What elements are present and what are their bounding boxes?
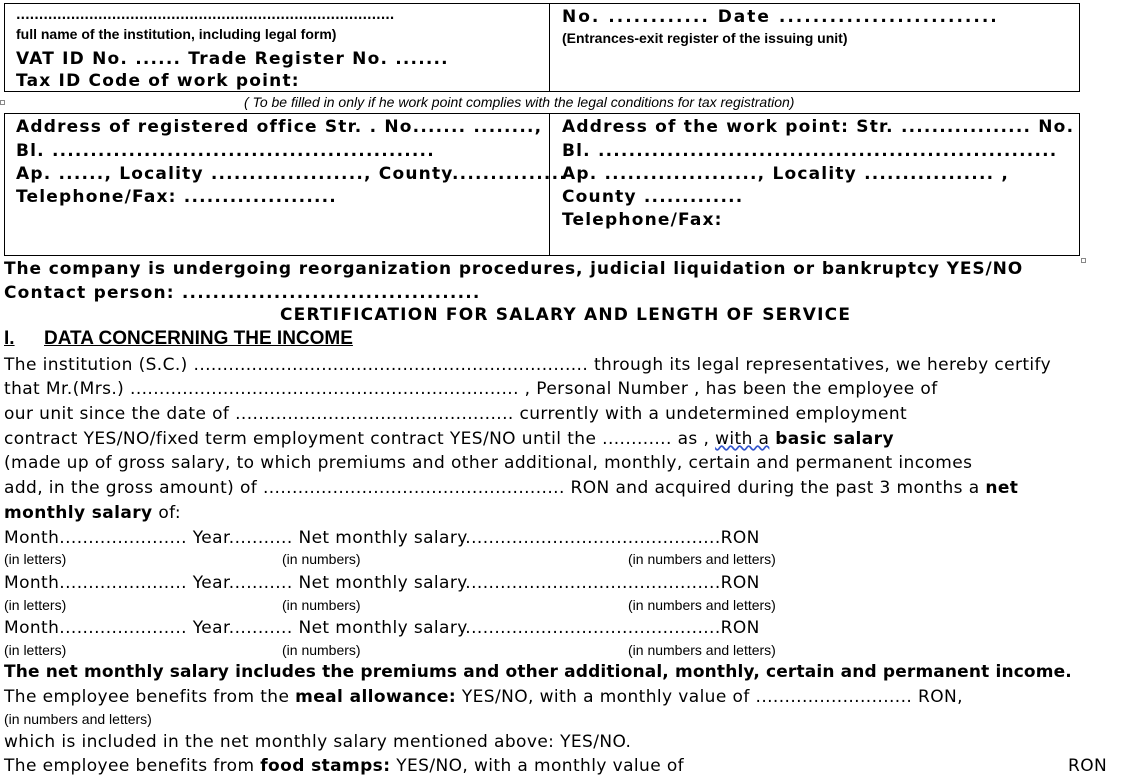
meal-intro: The employee benefits from the bbox=[4, 687, 296, 707]
food-intro: The employee benefits from bbox=[4, 756, 261, 776]
institution-fullname-note: full name of the institution, including legal form) bbox=[16, 26, 337, 42]
anchor-marker bbox=[0, 100, 5, 105]
in-letters-label: (in letters) bbox=[4, 551, 67, 567]
salary-row-2: Month...................... Year........... Net monthly salary............................................RON bbox=[4, 573, 760, 593]
work-point-county: County ............. bbox=[562, 187, 744, 207]
filling-note: ( To be filled in only if he work point complies with the legal conditions for tax registration) bbox=[244, 94, 795, 110]
food-value-text: YES/NO, with a monthly value of bbox=[390, 756, 685, 776]
meal-allowance-label: meal allowance: bbox=[295, 687, 457, 707]
meal-in-numbers-and-letters: (in numbers and letters) bbox=[4, 711, 152, 727]
food-stamps-line bbox=[4, 756, 684, 776]
work-point-address: Address of the work point: Str. ................. No. bbox=[562, 117, 1075, 137]
in-letters-label: (in letters) bbox=[4, 642, 67, 658]
food-ron: RON bbox=[1068, 756, 1108, 776]
para-line-3: our unit since the date of ................................................ currently with a undetermined employment bbox=[4, 404, 908, 424]
reorganization-line: The company is undergoing reorganization procedures, judicial liquidation or bankruptcy YES/NO bbox=[4, 259, 1024, 279]
section-number: I. bbox=[4, 328, 15, 349]
para-line-2: that Mr.(Mrs.) ................................................................... , Personal Number , has been the employee of bbox=[4, 379, 938, 399]
monthly-salary-label: monthly salary bbox=[4, 503, 153, 523]
in-numbers-label: (in numbers) bbox=[282, 642, 361, 658]
salary-row-1: Month...................... Year........... Net monthly salary............................................RON bbox=[4, 528, 760, 548]
in-numbers-label: (in numbers) bbox=[282, 551, 361, 567]
in-numbers-and-letters-label: (in numbers and letters) bbox=[628, 551, 776, 567]
vat-trade-register-line: VAT ID No. ...... Trade Register No. ....... bbox=[16, 49, 449, 69]
work-point-block: Bl. ............................................................ bbox=[562, 141, 1058, 161]
contract-text: contract YES/NO/fixed term employment contract YES/NO until the ............ as , bbox=[4, 429, 716, 449]
with-a-text: with a bbox=[715, 429, 770, 449]
certification-title: CERTIFICATION FOR SALARY AND LENGTH OF SERVICE bbox=[280, 305, 852, 325]
section-title: DATA CONCERNING THE INCOME bbox=[44, 328, 353, 349]
meal-allowance-line bbox=[4, 687, 963, 707]
in-letters-label: (in letters) bbox=[4, 597, 67, 613]
salary-row-3: Month...................... Year........... Net monthly salary............................................RON bbox=[4, 618, 760, 638]
registered-office-block: Bl. .................................................. bbox=[16, 141, 435, 161]
food-stamps-label: food stamps: bbox=[260, 756, 391, 776]
basic-salary-label: basic salary bbox=[775, 429, 894, 449]
work-point-locality: Ap. ...................., Locality ................. , bbox=[562, 164, 1010, 184]
para-line-4 bbox=[4, 429, 894, 449]
contact-person-line: Contact person: ....................................... bbox=[4, 283, 481, 303]
institution-dots: ................................................................................... bbox=[16, 8, 395, 22]
number-date-line: No. ............ Date .......................... bbox=[562, 7, 999, 27]
para-line-7 bbox=[4, 503, 181, 523]
net-salary-includes-line: The net monthly salary includes the premiums and other additional, monthly, certain and permanent income. bbox=[4, 662, 1072, 682]
registered-office-telephone: Telephone/Fax: .................... bbox=[16, 187, 337, 207]
net-label: net bbox=[985, 478, 1019, 498]
in-numbers-label: (in numbers) bbox=[282, 597, 361, 613]
meal-value-text: YES/NO, with a monthly value of ........................... RON, bbox=[456, 687, 963, 707]
para-line-6 bbox=[4, 478, 1018, 498]
table-resize-marker bbox=[1081, 258, 1086, 263]
registered-office-address: Address of registered office Str. . No....... ........, bbox=[16, 117, 543, 137]
in-numbers-and-letters-label: (in numbers and letters) bbox=[628, 597, 776, 613]
para-line-1: The institution (S.C.) .................................................................... through its legal representatives, we hereby certify bbox=[4, 355, 1052, 375]
work-point-telephone: Telephone/Fax: bbox=[562, 210, 723, 230]
entrances-exit-note: (Entrances-exit register of the issuing unit) bbox=[562, 30, 848, 46]
para-line-5: (made up of gross salary, to which premiums and other additional, monthly, certain and permanent incomes bbox=[4, 453, 973, 473]
gross-amount-text: add, in the gross amount) of .................................................... RON and acquired during the past 3 months a bbox=[4, 478, 986, 498]
in-numbers-and-letters-label: (in numbers and letters) bbox=[628, 642, 776, 658]
meal-included-line: which is included in the net monthly salary mentioned above: YES/NO. bbox=[4, 732, 632, 752]
of-text: of: bbox=[152, 503, 182, 523]
registered-office-locality: Ap. ......, Locality ...................., County............... bbox=[16, 164, 567, 184]
tax-id-line: Tax ID Code of work point: bbox=[16, 71, 300, 91]
